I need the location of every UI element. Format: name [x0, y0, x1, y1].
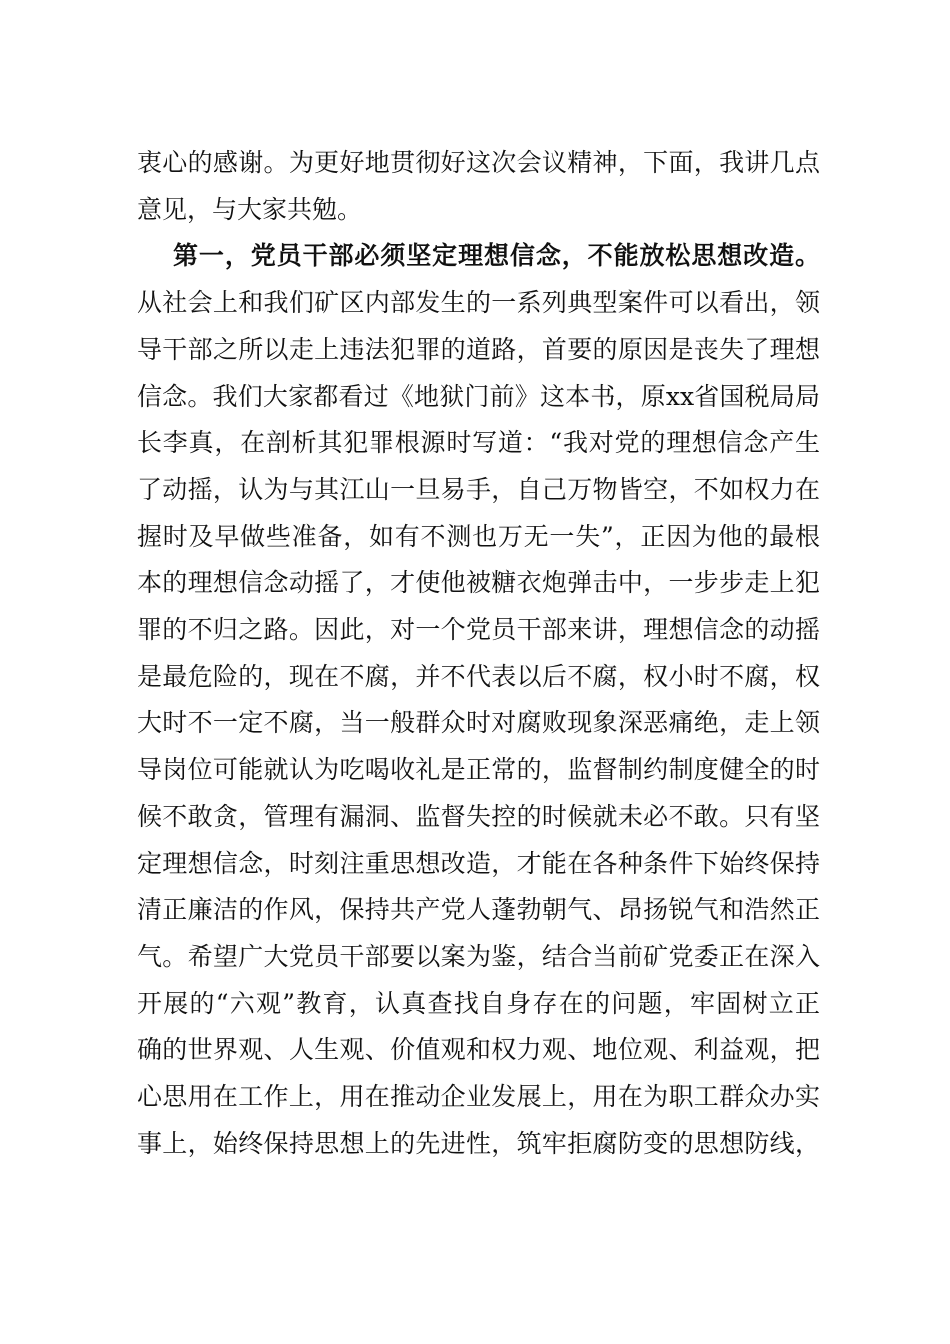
text-line: 是最危险的，现在不腐，并不代表以后不腐，权小时不腐，权 — [137, 661, 820, 691]
text-line: 罪的不归之路。因此，对一个党员干部来讲，理想信念的动摇 — [137, 615, 820, 644]
text-line: 定理想信念，时刻注重思想改造，才能在各种条件下始终保持 — [137, 848, 820, 878]
text-line: 衷心的感谢。为更好地贯彻好这次会议精神，下面，我讲几点 — [137, 148, 820, 177]
text-line: 大时不一定不腐，当一般群众时对腐败现象深恶痛绝，走上领 — [137, 708, 820, 738]
text-line: 气。希望广大党员干部要以案为鉴，结合当前矿党委正在深入 — [137, 941, 820, 971]
text-line: 确的世界观、人生观、价值观和权力观、地位观、利益观，把 — [137, 1035, 820, 1065]
text-line: 意见，与大家共勉。 — [137, 194, 363, 224]
section-heading-line: 第一，党员干部必须坚定理想信念，不能放松思想改造。 — [173, 241, 820, 271]
text-line: 导岗位可能就认为吃喝收礼是正常的，监督制约制度健全的时 — [137, 755, 820, 785]
text-line: 长李真，在剖析其犯罪根源时写道：“我对党的理想信念产生 — [137, 428, 820, 458]
text-line: 候不敢贪，管理有漏洞、监督失控的时候就未必不敢。只有坚 — [137, 801, 820, 831]
text-line: 了动摇，认为与其江山一旦易手，自己万物皆空，不如权力在 — [137, 474, 820, 504]
text-line: 导干部之所以走上违法犯罪的道路，首要的原因是丧失了理想 — [137, 334, 820, 364]
text-line: 本的理想信念动摇了，才使他被糖衣炮弹击中，一步步走上犯 — [137, 568, 820, 598]
text-line: 信念。我们大家都看过《地狱门前》这本书，原xx省国税局局 — [137, 381, 820, 411]
text-line: 清正廉洁的作风，保持共产党人蓬勃朝气、昂扬锐气和浩然正 — [137, 895, 820, 925]
text-line: 从社会上和我们矿区内部发生的一系列典型案件可以看出，领 — [137, 288, 820, 318]
text-line: 心思用在工作上，用在推动企业发展上，用在为职工群众办实 — [137, 1082, 820, 1111]
text-line: 握时及早做些准备，如有不测也万无一失”，正因为他的最根 — [137, 521, 820, 551]
text-line: 开展的“六观”教育，认真查找自身存在的问题，牢固树立正 — [137, 988, 820, 1018]
text-line: 事上，始终保持思想上的先进性，筑牢拒腐防变的思想防线， — [137, 1128, 820, 1158]
